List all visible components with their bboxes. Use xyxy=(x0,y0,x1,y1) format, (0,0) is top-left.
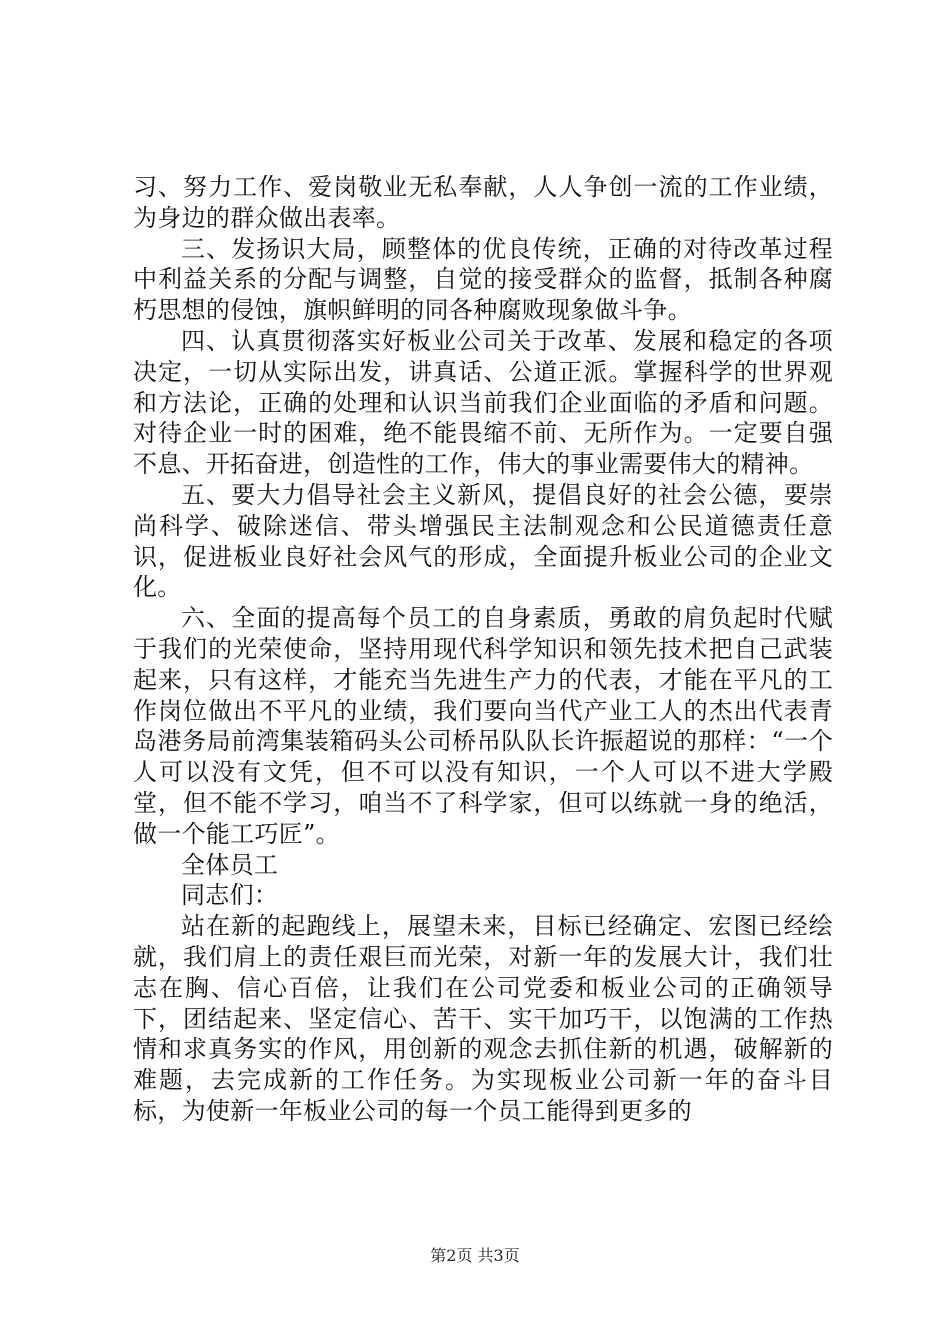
paragraph-2: 三、发扬识大局，顾整体的优良传统，正确的对待改革过程中利益关系的分配与调整，自觉的接受群众的监督，抵制各种腐朽思想的侵蚀，旗帜鲜明的同各种腐败现象做斗争。 xyxy=(133,234,833,325)
paragraph-5: 六、全面的提高每个员工的自身素质，勇敢的肩负起时代赋于我们的光荣使命，坚持用现代科学知识和领先技术把自己武装起来，只有这样，才能充当先进生产力的代表，才能在平凡的工作岗位做出不平凡的业绩，我们要向当代产业工人的杰出代表青岛港务局前湾集装箱码头公司桥吊队队长许振超说的那样：“一个人可以没有文凭，但不可以没有知识，一个人可以不进大学殿堂，但不能不学习，咱当不了科学家，但可以练就一身的绝活，做一个能工巧匠”。 xyxy=(133,604,833,848)
page-number-footer: 第2页 共3页 xyxy=(430,1246,520,1265)
paragraph-4: 五、要大力倡导社会主义新风，提倡良好的社会公德，要崇尚科学、破除迷信、带头增强民主法制观念和公民道德责任意识，促进板业良好社会风气的形成，全面提升板业公司的企业文化。 xyxy=(133,480,833,602)
document-body xyxy=(133,172,833,1127)
paragraph-8: 站在新的起跑线上，展望未来，目标已经确定、宏图已经绘就，我们肩上的责任艰巨而光荣，对新一年的发展大计，我们壮志在胸、信心百倍，让我们在公司党委和板业公司的正确领导下，团结起来、坚定信心、苦干、实干加巧干，以饱满的工作热情和求真务实的作风，用创新的观念去抓住新的机遇，破解新的难题，去完成新的工作任务。为实现板业公司新一年的奋斗目标，为使新一年板业公司的每一个员工能得到更多的 xyxy=(133,912,833,1125)
paragraph-1: 习、努力工作、爱岗敬业无私奉献，人人争创一流的工作业绩，为身边的群众做出表率。 xyxy=(133,173,833,232)
paragraph-7: 同志们： xyxy=(181,881,279,910)
paragraph-6: 全体员工 xyxy=(181,850,279,879)
paragraph-3: 四、认真贯彻落实好板业公司关于改革、发展和稳定的各项决定，一切从实际出发，讲真话、公道正派。掌握科学的世界观和方法论，正确的处理和认识当前我们企业面临的矛盾和问题。对待企业一时的困难，绝不能畏缩不前、无所作为。一定要自强不息、开拓奋进，创造性的工作，伟大的事业需要伟大的精神。 xyxy=(133,326,833,479)
